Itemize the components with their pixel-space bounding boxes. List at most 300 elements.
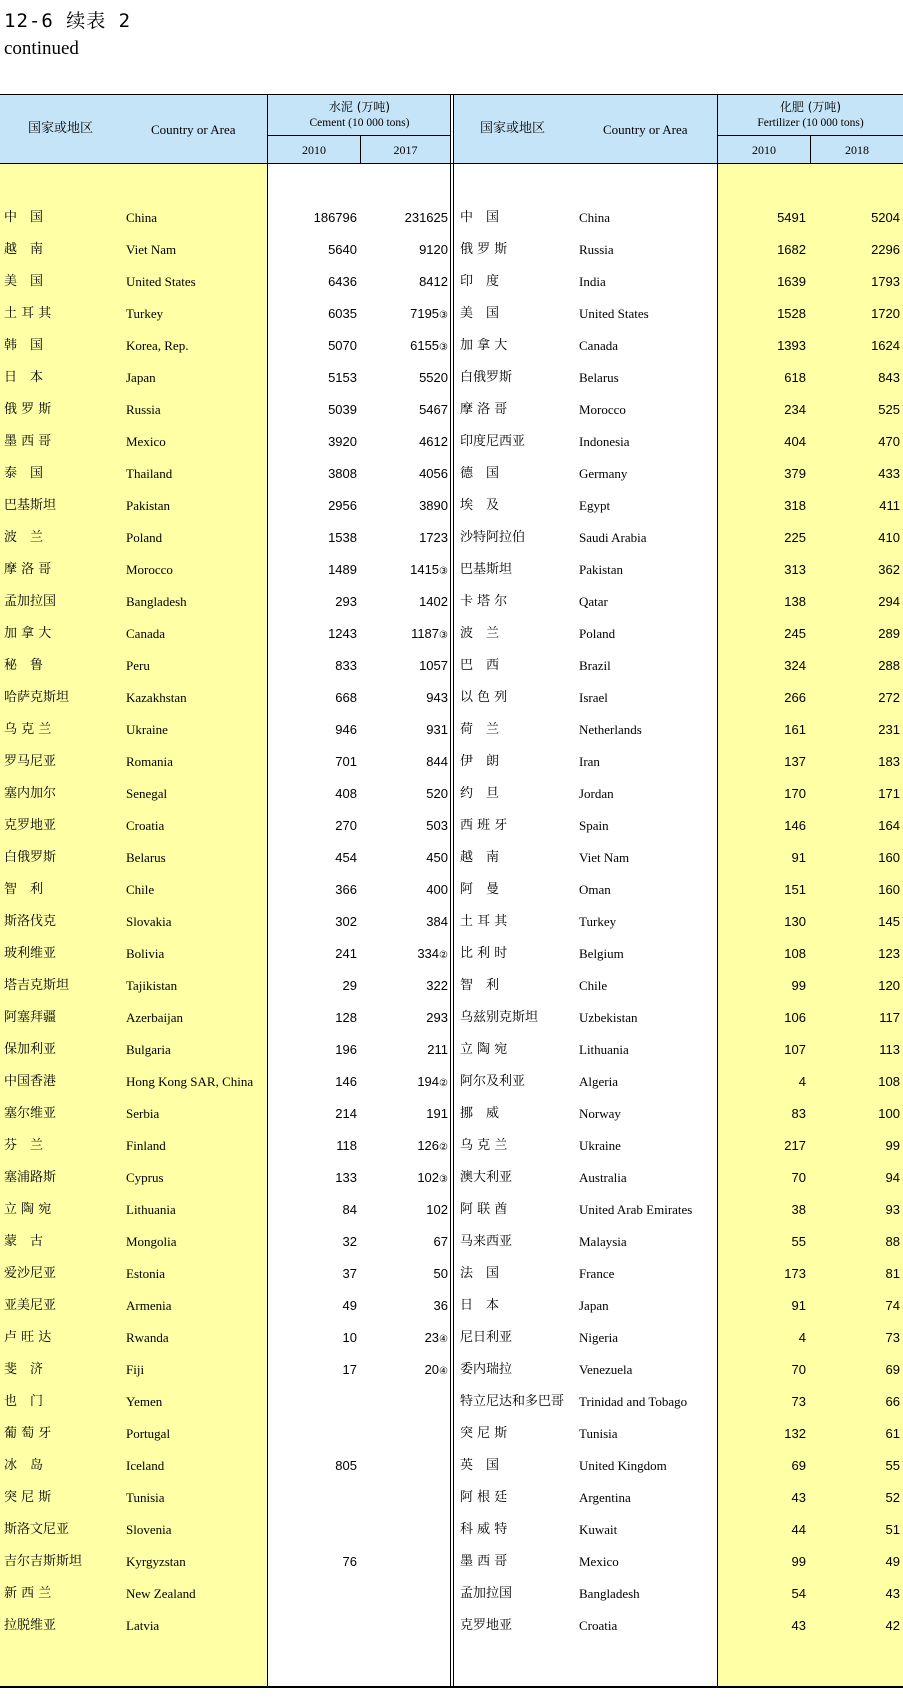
table-title: 12-6 续表 2 bbox=[4, 10, 132, 32]
right-country-en: Oman bbox=[579, 882, 611, 897]
fert-2010-value: 137 bbox=[784, 754, 806, 769]
right-country-cn: 巴 西 bbox=[460, 658, 500, 673]
fert-2010-value: 618 bbox=[784, 370, 806, 385]
right-country-en: Israel bbox=[579, 690, 608, 705]
fert-2010-value: 38 bbox=[791, 1202, 806, 1217]
table-row bbox=[0, 1450, 903, 1482]
right-country-en: Iran bbox=[579, 754, 600, 769]
right-country-cn: 墨 西 哥 bbox=[460, 1554, 508, 1569]
footnote-marker: ③ bbox=[439, 310, 448, 321]
cement-2010-value: 128 bbox=[335, 1010, 357, 1025]
cement-2017-value bbox=[361, 554, 448, 588]
cement-2010-value: 5153 bbox=[328, 370, 357, 385]
footnote-marker: ③ bbox=[439, 342, 448, 353]
left-country-en: Latvia bbox=[126, 1618, 160, 1633]
cement-2017-number: 931 bbox=[426, 722, 448, 737]
left-country-en: Finland bbox=[126, 1138, 166, 1153]
fert-2010-value: 1393 bbox=[777, 338, 806, 353]
right-country-cn: 特立尼达和多巴哥 bbox=[460, 1394, 565, 1409]
cement-2017-number: 943 bbox=[426, 690, 448, 705]
fert-2010-value: 43 bbox=[791, 1618, 806, 1633]
table-row bbox=[0, 1546, 903, 1578]
right-country-cn: 俄 罗 斯 bbox=[460, 242, 508, 257]
cement-2017-number: 20 bbox=[424, 1362, 440, 1377]
right-country-cn: 孟加拉国 bbox=[460, 1586, 513, 1601]
left-country-cn: 斐 济 bbox=[4, 1362, 44, 1377]
right-country-en: United States bbox=[579, 306, 649, 321]
table-row bbox=[0, 874, 903, 906]
fert-2018-value: 160 bbox=[878, 882, 900, 897]
right-country-en: Belgium bbox=[579, 946, 624, 961]
fert-2018-value: 49 bbox=[885, 1554, 900, 1569]
right-country-en: India bbox=[579, 274, 606, 289]
left-country-en: Cyprus bbox=[126, 1170, 164, 1185]
fert-2010-value: 91 bbox=[791, 1298, 806, 1313]
fert-2018-value: 74 bbox=[885, 1298, 900, 1313]
right-country-en: Canada bbox=[579, 338, 618, 353]
left-country-en: Bangladesh bbox=[126, 594, 187, 609]
right-country-en: Turkey bbox=[579, 914, 617, 929]
left-country-cn: 吉尔吉斯斯坦 bbox=[4, 1554, 83, 1569]
fert-2018-value: 52 bbox=[885, 1490, 900, 1505]
data-table bbox=[0, 94, 903, 1688]
left-country-en: New Zealand bbox=[126, 1586, 196, 1601]
left-country-cn: 卢 旺 达 bbox=[4, 1330, 52, 1345]
right-country-en: Kuwait bbox=[579, 1522, 618, 1537]
fert-2010-value: 54 bbox=[791, 1586, 806, 1601]
cement-header-cn: 水泥 (万吨) bbox=[328, 100, 391, 114]
cement-2010-value: 6436 bbox=[328, 274, 357, 289]
left-country-cn: 塞浦路斯 bbox=[4, 1170, 57, 1185]
left-country-cn: 哈萨克斯坦 bbox=[4, 690, 70, 705]
right-country-cn: 科 威 特 bbox=[460, 1522, 508, 1537]
left-country-cn: 越 南 bbox=[4, 242, 44, 257]
table-row bbox=[0, 1322, 903, 1354]
cement-2017-value bbox=[361, 1130, 448, 1164]
right-country-en: Saudi Arabia bbox=[579, 530, 647, 545]
cement-2017-value bbox=[361, 330, 448, 364]
right-country-en: Norway bbox=[579, 1106, 621, 1121]
table-row bbox=[0, 426, 903, 458]
left-country-en: Bulgaria bbox=[126, 1042, 171, 1057]
left-country-en: Japan bbox=[126, 370, 156, 385]
left-country-cn: 韩 国 bbox=[4, 338, 44, 353]
left-country-cn: 中 国 bbox=[4, 210, 44, 225]
fert-2018-value: 160 bbox=[878, 850, 900, 865]
cement-2017-value bbox=[361, 522, 448, 556]
cement-2017-value bbox=[361, 970, 448, 1004]
cement-2017-number: 4612 bbox=[419, 434, 448, 449]
cement-2010-value: 10 bbox=[342, 1330, 357, 1345]
table-row bbox=[0, 1258, 903, 1290]
table-row bbox=[0, 330, 903, 362]
table-row bbox=[0, 202, 903, 234]
left-country-cn: 塞内加尔 bbox=[4, 786, 57, 801]
fert-2018-value: 69 bbox=[885, 1362, 900, 1377]
left-country-en: Belarus bbox=[126, 850, 166, 865]
left-country-en: Canada bbox=[126, 626, 165, 641]
table-row bbox=[0, 1130, 903, 1162]
cement-2017-value bbox=[361, 842, 448, 876]
fert-2018-value: 272 bbox=[878, 690, 900, 705]
fert-2010-value: 4 bbox=[798, 1330, 806, 1345]
fert-2018-value: 470 bbox=[878, 434, 900, 449]
left-country-en: Russia bbox=[126, 402, 161, 417]
footnote-marker: ④ bbox=[439, 1366, 448, 1377]
right-header-cn: 国家或地区 bbox=[480, 121, 546, 136]
cement-2010-value: 3920 bbox=[328, 434, 357, 449]
right-country-en: Netherlands bbox=[579, 722, 642, 737]
fert-2010-value: 138 bbox=[784, 594, 806, 609]
left-country-en: Tunisia bbox=[126, 1490, 165, 1505]
cement-2017-value bbox=[361, 650, 448, 684]
cement-2017-value bbox=[361, 618, 448, 652]
right-country-cn: 摩 洛 哥 bbox=[460, 402, 508, 417]
cement-2017-number: 520 bbox=[426, 786, 448, 801]
left-country-cn: 克罗地亚 bbox=[4, 818, 57, 833]
right-country-en: Jordan bbox=[579, 786, 614, 801]
right-country-cn: 乌兹别克斯坦 bbox=[460, 1010, 539, 1025]
right-country-cn: 西 班 牙 bbox=[460, 818, 508, 833]
cement-2017-value bbox=[361, 458, 448, 492]
cement-2017-number: 3890 bbox=[419, 498, 448, 513]
table-row bbox=[0, 778, 903, 810]
left-country-en: Viet Nam bbox=[126, 242, 177, 257]
left-country-cn: 突 尼 斯 bbox=[4, 1490, 52, 1505]
table-row bbox=[0, 842, 903, 874]
left-header-cn: 国家或地区 bbox=[28, 121, 94, 136]
left-country-cn: 俄 罗 斯 bbox=[4, 402, 52, 417]
footnote-marker: ③ bbox=[439, 1174, 448, 1185]
fert-2018-value: 289 bbox=[878, 626, 900, 641]
left-country-cn: 塞尔维亚 bbox=[4, 1106, 57, 1121]
left-country-en: Senegal bbox=[126, 786, 168, 801]
fert-2018-value: 145 bbox=[878, 914, 900, 929]
cement-2017-number: 4056 bbox=[419, 466, 448, 481]
right-country-cn: 比 利 时 bbox=[460, 946, 508, 961]
table-row bbox=[0, 490, 903, 522]
left-country-en: Armenia bbox=[126, 1298, 172, 1313]
right-country-cn: 美 国 bbox=[460, 306, 500, 321]
left-country-cn: 葡 萄 牙 bbox=[4, 1426, 52, 1441]
fert-2010-value: 70 bbox=[791, 1170, 806, 1185]
right-country-cn: 德 国 bbox=[460, 466, 500, 481]
fert-2018-value: 288 bbox=[878, 658, 900, 673]
left-country-cn: 巴基斯坦 bbox=[4, 498, 57, 513]
table-row bbox=[0, 1066, 903, 1098]
fert-2010-value: 132 bbox=[784, 1426, 806, 1441]
cement-2010-value: 5640 bbox=[328, 242, 357, 257]
fert-2010-value: 69 bbox=[791, 1458, 806, 1473]
cement-2017-number: 844 bbox=[426, 754, 448, 769]
left-country-en: Peru bbox=[126, 658, 150, 673]
right-country-cn: 阿 根 廷 bbox=[460, 1490, 508, 1505]
fert-2018-value: 108 bbox=[878, 1074, 900, 1089]
footnote-marker: ② bbox=[439, 1142, 448, 1153]
right-country-cn: 埃 及 bbox=[460, 498, 500, 513]
cement-2017-number: 1057 bbox=[419, 658, 448, 673]
footnote-marker: ② bbox=[439, 950, 448, 961]
table-row bbox=[0, 1290, 903, 1322]
left-country-en: Serbia bbox=[126, 1106, 160, 1121]
fert-2018-value: 55 bbox=[885, 1458, 900, 1473]
left-country-cn: 斯洛伐克 bbox=[4, 914, 57, 929]
header-bottom-rule bbox=[0, 163, 903, 164]
left-country-cn: 爱沙尼亚 bbox=[4, 1266, 57, 1281]
table-row bbox=[0, 970, 903, 1002]
fert-2010-value: 130 bbox=[784, 914, 806, 929]
cement-header-en: Cement (10 000 tons) bbox=[309, 117, 410, 129]
table-body bbox=[0, 202, 903, 1642]
left-country-en: United States bbox=[126, 274, 196, 289]
table-row bbox=[0, 234, 903, 266]
left-country-cn: 拉脱维亚 bbox=[4, 1618, 57, 1633]
cement-2017-number: 67 bbox=[433, 1234, 448, 1249]
right-country-en: Qatar bbox=[579, 594, 608, 609]
cement-2017-value bbox=[361, 1002, 448, 1036]
cement-2017-value bbox=[361, 746, 448, 780]
table-row bbox=[0, 362, 903, 394]
table-subtitle: continued bbox=[4, 38, 79, 59]
cement-2010-value: 3808 bbox=[328, 466, 357, 481]
cement-2017-number: 7195 bbox=[410, 306, 440, 321]
cement-2017-number: 1402 bbox=[419, 594, 448, 609]
table-row bbox=[0, 938, 903, 970]
cement-2010-value: 833 bbox=[335, 658, 357, 673]
left-country-cn: 芬 兰 bbox=[4, 1138, 44, 1153]
left-country-cn: 亚美尼亚 bbox=[4, 1298, 57, 1313]
left-country-en: Korea, Rep. bbox=[126, 338, 189, 353]
table-row bbox=[0, 810, 903, 842]
right-country-cn: 克罗地亚 bbox=[460, 1618, 513, 1633]
table-row bbox=[0, 1610, 903, 1642]
fert-2018-value: 231 bbox=[878, 722, 900, 737]
cement-2010-value: 408 bbox=[335, 786, 357, 801]
left-country-en: Poland bbox=[126, 530, 163, 545]
fert-2018-value: 843 bbox=[878, 370, 900, 385]
cement-2017-number: 6155 bbox=[410, 338, 440, 353]
left-country-cn: 塔吉克斯坦 bbox=[4, 978, 70, 993]
table-row bbox=[0, 1578, 903, 1610]
left-country-cn: 孟加拉国 bbox=[4, 594, 57, 609]
right-country-en: Brazil bbox=[579, 658, 611, 673]
left-country-en: Bolivia bbox=[126, 946, 165, 961]
left-country-cn: 美 国 bbox=[4, 274, 44, 289]
fert-2018-value: 164 bbox=[878, 818, 900, 833]
left-country-cn: 阿塞拜疆 bbox=[4, 1010, 57, 1025]
cement-year-2017: 2017 bbox=[393, 143, 418, 157]
right-country-cn: 澳大利亚 bbox=[460, 1170, 513, 1185]
left-country-en: Iceland bbox=[126, 1458, 165, 1473]
cement-2017-value bbox=[361, 202, 448, 236]
table-row bbox=[0, 1482, 903, 1514]
table-row bbox=[0, 682, 903, 714]
cement-2017-number: 50 bbox=[433, 1266, 448, 1281]
cement-2010-value: 946 bbox=[335, 722, 357, 737]
left-country-cn: 立 陶 宛 bbox=[4, 1202, 52, 1217]
right-country-en: Japan bbox=[579, 1298, 609, 1313]
right-country-en: Mexico bbox=[579, 1554, 619, 1569]
cement-2017-value bbox=[361, 1066, 448, 1100]
cement-2017-number: 400 bbox=[426, 882, 448, 897]
right-country-cn: 阿 联 酋 bbox=[460, 1202, 508, 1217]
right-country-en: Croatia bbox=[579, 1618, 618, 1633]
fert-2010-value: 173 bbox=[784, 1266, 806, 1281]
cement-2017-number: 231625 bbox=[404, 210, 448, 225]
cement-2017-value bbox=[361, 1034, 448, 1068]
fert-2018-value: 93 bbox=[885, 1202, 900, 1217]
left-country-en: Morocco bbox=[126, 562, 173, 577]
right-country-en: Egypt bbox=[579, 498, 611, 513]
fert-2018-value: 2296 bbox=[871, 242, 900, 257]
cement-2017-number: 5467 bbox=[419, 402, 448, 417]
fert-2010-value: 73 bbox=[791, 1394, 806, 1409]
right-country-cn: 阿尔及利亚 bbox=[460, 1074, 526, 1089]
fert-2010-value: 44 bbox=[791, 1522, 806, 1537]
cement-2010-value: 701 bbox=[335, 754, 357, 769]
fert-2010-value: 245 bbox=[784, 626, 806, 641]
cement-2017-number: 191 bbox=[426, 1106, 448, 1121]
right-country-en: Bangladesh bbox=[579, 1586, 640, 1601]
fert-2018-value: 294 bbox=[878, 594, 900, 609]
right-country-cn: 越 南 bbox=[460, 850, 500, 865]
left-country-en: Fiji bbox=[126, 1362, 145, 1377]
table-row bbox=[0, 714, 903, 746]
right-country-en: Algeria bbox=[579, 1074, 618, 1089]
right-country-en: Poland bbox=[579, 626, 616, 641]
right-country-en: Venezuela bbox=[579, 1362, 633, 1377]
table-row bbox=[0, 906, 903, 938]
fert-2018-value: 43 bbox=[885, 1586, 900, 1601]
cement-2017-number: 334 bbox=[417, 946, 440, 961]
right-country-en: Malaysia bbox=[579, 1234, 627, 1249]
left-country-cn: 墨 西 哥 bbox=[4, 434, 52, 449]
fert-2018-value: 5204 bbox=[871, 210, 900, 225]
right-country-en: Argentina bbox=[579, 1490, 631, 1505]
cement-2010-value: 241 bbox=[335, 946, 357, 961]
left-country-cn: 冰 岛 bbox=[4, 1458, 44, 1473]
cement-2017-number: 126 bbox=[417, 1138, 440, 1153]
left-country-en: Portugal bbox=[126, 1426, 171, 1441]
fert-2018-value: 61 bbox=[885, 1426, 900, 1441]
cement-2017-value bbox=[361, 586, 448, 620]
fert-2010-value: 91 bbox=[791, 850, 806, 865]
fert-2018-value: 73 bbox=[885, 1330, 900, 1345]
fert-2010-value: 99 bbox=[791, 978, 806, 993]
fert-2010-value: 217 bbox=[784, 1138, 806, 1153]
fert-2010-value: 83 bbox=[791, 1106, 806, 1121]
right-country-cn: 白俄罗斯 bbox=[460, 370, 513, 385]
left-country-cn: 乌 克 兰 bbox=[4, 722, 52, 737]
fert-2010-value: 1639 bbox=[777, 274, 806, 289]
left-country-en: Estonia bbox=[126, 1266, 165, 1281]
left-country-cn: 智 利 bbox=[4, 882, 44, 897]
left-country-cn: 加 拿 大 bbox=[4, 626, 52, 641]
table-row bbox=[0, 618, 903, 650]
table-row bbox=[0, 1514, 903, 1546]
fert-2010-value: 151 bbox=[784, 882, 806, 897]
right-country-cn: 阿 曼 bbox=[460, 882, 500, 897]
cement-2017-value bbox=[361, 266, 448, 300]
cement-2017-value bbox=[361, 1194, 448, 1228]
fert-year-2010: 2010 bbox=[752, 143, 776, 157]
cement-2017-value bbox=[361, 234, 448, 268]
cement-2010-value: 146 bbox=[335, 1074, 357, 1089]
left-country-cn: 中国香港 bbox=[4, 1074, 57, 1089]
right-country-cn: 荷 兰 bbox=[460, 722, 500, 737]
left-country-cn: 土 耳 其 bbox=[4, 306, 52, 321]
right-country-cn: 沙特阿拉伯 bbox=[460, 530, 526, 545]
fert-header-cn: 化肥 (万吨) bbox=[779, 100, 842, 114]
cement-2010-value: 133 bbox=[335, 1170, 357, 1185]
table-row bbox=[0, 266, 903, 298]
right-country-en: Trinidad and Tobago bbox=[579, 1394, 688, 1409]
table-row bbox=[0, 1418, 903, 1450]
cement-2017-value bbox=[361, 906, 448, 940]
fert-2018-value: 100 bbox=[878, 1106, 900, 1121]
cement-2017-number: 102 bbox=[426, 1202, 448, 1217]
right-country-en: Tunisia bbox=[579, 1426, 618, 1441]
fert-2010-value: 55 bbox=[791, 1234, 806, 1249]
right-country-en: Australia bbox=[579, 1170, 627, 1185]
cement-2017-value bbox=[361, 1162, 448, 1196]
fert-2010-value: 379 bbox=[784, 466, 806, 481]
cement-2017-number: 9120 bbox=[419, 242, 448, 257]
cement-2010-value: 5070 bbox=[328, 338, 357, 353]
cement-2017-value bbox=[361, 1290, 448, 1324]
right-country-en: Germany bbox=[579, 466, 628, 481]
cement-2010-value: 186796 bbox=[313, 210, 357, 225]
fert-2010-value: 70 bbox=[791, 1362, 806, 1377]
right-country-cn: 突 尼 斯 bbox=[460, 1426, 508, 1441]
fert-2010-value: 266 bbox=[784, 690, 806, 705]
right-country-en: United Arab Emirates bbox=[579, 1202, 693, 1217]
left-country-en: Mongolia bbox=[126, 1234, 177, 1249]
left-country-en: Rwanda bbox=[126, 1330, 169, 1345]
cement-2017-value bbox=[361, 874, 448, 908]
left-country-en: Pakistan bbox=[126, 498, 171, 513]
right-country-cn: 中 国 bbox=[460, 210, 500, 225]
right-country-en: Viet Nam bbox=[579, 850, 630, 865]
cement-2017-number: 211 bbox=[427, 1042, 448, 1057]
right-country-en: France bbox=[579, 1266, 615, 1281]
fert-2018-value: 42 bbox=[885, 1618, 900, 1633]
fert-2010-value: 404 bbox=[784, 434, 806, 449]
left-country-cn: 白俄罗斯 bbox=[4, 850, 57, 865]
left-country-cn: 玻利维亚 bbox=[4, 946, 57, 961]
cement-2017-value bbox=[361, 362, 448, 396]
cement-2010-value: 32 bbox=[342, 1234, 357, 1249]
cement-2010-value: 805 bbox=[335, 1458, 357, 1473]
right-country-en: Nigeria bbox=[579, 1330, 618, 1345]
table-row bbox=[0, 1098, 903, 1130]
right-country-cn: 以 色 列 bbox=[460, 690, 508, 705]
fert-2010-value: 99 bbox=[791, 1554, 806, 1569]
fert-2010-value: 313 bbox=[784, 562, 806, 577]
fert-2018-value: 525 bbox=[878, 402, 900, 417]
fert-year-2018: 2018 bbox=[845, 143, 869, 157]
cement-2017-number: 23 bbox=[424, 1330, 440, 1345]
cement-2010-value: 1538 bbox=[328, 530, 357, 545]
left-country-en: Chile bbox=[126, 882, 155, 897]
cement-year-2010: 2010 bbox=[302, 143, 326, 157]
left-country-cn: 保加利亚 bbox=[4, 1042, 57, 1057]
cement-2010-value: 76 bbox=[342, 1554, 357, 1569]
cement-2017-number: 1723 bbox=[419, 530, 448, 545]
fert-2018-value: 117 bbox=[879, 1010, 900, 1025]
fert-2010-value: 161 bbox=[784, 722, 806, 737]
left-country-en: Hong Kong SAR, China bbox=[126, 1074, 254, 1089]
